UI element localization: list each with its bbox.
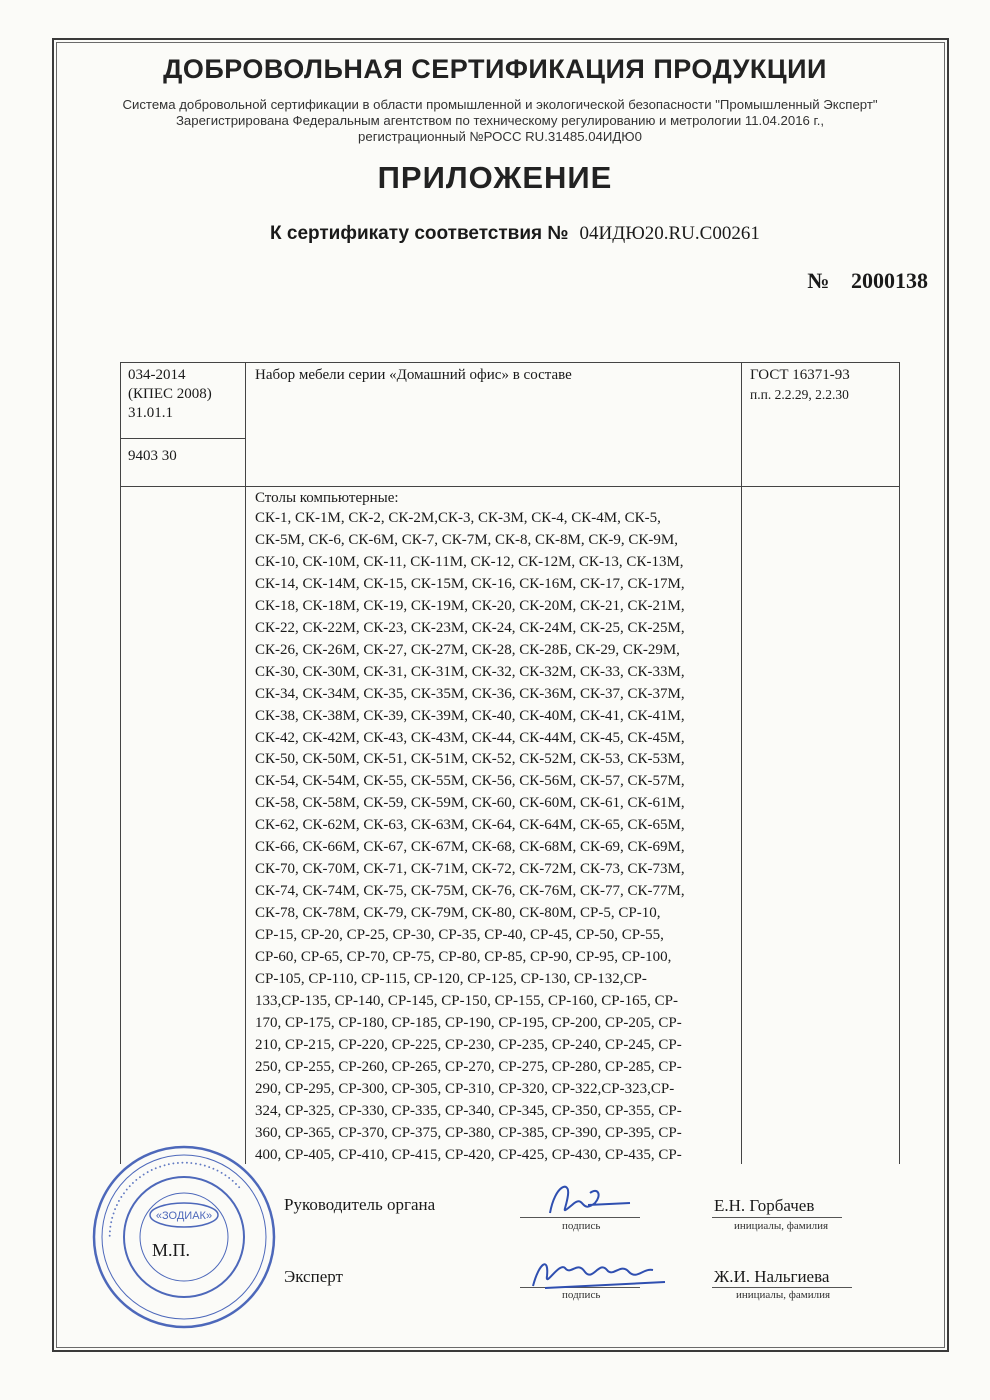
list-line: 210, СР-215, СР-220, СР-225, СР-230, СР-235, СР-240, СР-245, СР- — [255, 1036, 682, 1053]
list-line: 400, СР-405, СР-410, СР-415, СР-420, СР-425, СР-430, СР-435, СР- — [255, 1146, 682, 1163]
list-line: СР-105, СР-110, СР-115, СР-120, СР-125, СР-130, СР-132,СР- — [255, 971, 647, 988]
code-line: 034-2014 — [128, 367, 186, 383]
code-cell-divider — [120, 438, 245, 439]
list-title: Столы компьютерные: — [255, 490, 399, 506]
name-caption: инициалы, фамилия — [736, 1289, 831, 1301]
list-line: 324, СР-325, СР-330, СР-335, СР-340, СР-345, СР-350, СР-355, СР- — [255, 1102, 682, 1119]
list-line: 133,СР-135, СР-140, СР-145, СР-150, СР-155, СР-160, СР-165, СР- — [255, 992, 678, 1009]
seal-stamp — [87, 1145, 282, 1330]
certificate-reference — [270, 222, 760, 245]
system-description — [60, 97, 940, 145]
product-list — [255, 489, 739, 1167]
stamp-place: М.П. — [152, 1240, 191, 1260]
list-line: СК-5М, СК-6, СК-6М, СК-7, СК-7М, СК-8, СК-8М, СК-9, СК-9М, — [255, 531, 678, 548]
expert-label: Эксперт — [284, 1267, 343, 1286]
list-line: СК-42, СК-42М, СК-43, СК-43М, СК-44, СК-44М, СК-45, СК-45М, — [255, 729, 685, 746]
code-line: (КПЕС 2008) — [128, 386, 212, 402]
list-line: 170, СР-175, СР-180, СР-185, СР-190, СР-195, СР-200, СР-205, СР- — [255, 1014, 682, 1031]
head-label: Руководитель органа — [284, 1195, 436, 1214]
name-caption: инициалы, фамилия — [734, 1220, 829, 1232]
svg-text:• • • • • • • • • • • • • • •: • • • • • • • • • • • • • • • • • • • • • • • • • • • • • • • • • • • • • • • • — [106, 1159, 243, 1238]
list-line: СК-78, СК-78М, СК-79, СК-79М, СК-80, СК-80М, СР-5, СР-10, — [255, 905, 661, 922]
serial-value: 2000138 — [851, 268, 928, 293]
list-line: СК-50, СК-50М, СК-51, СК-51М, СК-52, СК-52М, СК-53, СК-53М, — [255, 751, 685, 768]
list-line: СК-74, СК-74М, СК-75, СК-75М, СК-76, СК-76М, СК-77, СК-77М, — [255, 883, 685, 900]
serial-sign: № — [807, 268, 830, 293]
table-border-top — [120, 362, 900, 363]
expert-signature — [525, 1248, 675, 1298]
certificate-label: К сертификату соответствия № — [270, 223, 569, 244]
okpd-codes — [128, 366, 212, 423]
serial-number — [807, 268, 928, 294]
product-table — [120, 362, 900, 1164]
table-column-divider — [741, 362, 742, 1164]
head-name: Е.Н. Горбачев — [714, 1196, 815, 1215]
list-line: СК-34, СК-34М, СК-35, СК-35М, СК-36, СК-36М, СК-37, СК-37М, — [255, 685, 685, 702]
product-name: Набор мебели серии «Домашний офис» в составе — [255, 367, 572, 383]
code-line: 31.01.1 — [128, 405, 173, 421]
expert-name-line — [712, 1287, 852, 1288]
standard-code: ГОСТ 16371-93 — [750, 367, 850, 383]
tnved-code: 9403 30 — [128, 448, 177, 464]
table-border-left — [120, 362, 121, 1164]
head-signature — [540, 1175, 640, 1225]
table-row-divider — [120, 486, 900, 487]
document-title: ДОБРОВОЛЬНАЯ СЕРТИФИКАЦИЯ ПРОДУКЦИИ — [163, 54, 827, 84]
signature-caption: подпись — [562, 1289, 601, 1301]
list-lines — [255, 508, 739, 1167]
list-line: СК-10, СК-10М, СК-11, СК-11М, СК-12, СК-12М, СК-13, СК-13М, — [255, 553, 684, 570]
list-line: СК-62, СК-62М, СК-63, СК-63М, СК-64, СК-64М, СК-65, СК-65М, — [255, 817, 685, 834]
list-line: СК-66, СК-66М, СК-67, СК-67М, СК-68, СК-68М, СК-69, СК-69М, — [255, 839, 685, 856]
list-line: СР-60, СР-65, СР-70, СР-75, СР-80, СР-85, СР-90, СР-95, СР-100, — [255, 949, 672, 966]
list-line: СК-30, СК-30М, СК-31, СК-31М, СК-32, СК-32М, СК-33, СК-33М, — [255, 663, 685, 680]
appendix-title: ПРИЛОЖЕНИЕ — [377, 160, 613, 195]
list-line: 250, СР-255, СР-260, СР-265, СР-270, СР-275, СР-280, СР-285, СР- — [255, 1058, 682, 1075]
stamp-center-text: «ЗОДИАК» — [155, 1210, 213, 1222]
list-line: СР-15, СР-20, СР-25, СР-30, СР-35, СР-40, СР-45, СР-50, СР-55, — [255, 927, 664, 944]
expert-name: Ж.И. Нальгиева — [714, 1267, 830, 1286]
list-line: СК-22, СК-22М, СК-23, СК-23М, СК-24, СК-24М, СК-25, СК-25М, — [255, 619, 685, 636]
list-line: СК-18, СК-18М, СК-19, СК-19М, СК-20, СК-20М, СК-21, СК-21М, — [255, 597, 685, 614]
list-line: СК-14, СК-14М, СК-15, СК-15М, СК-16, СК-16М, СК-17, СК-17М, — [255, 575, 685, 592]
list-line: 290, СР-295, СР-300, СР-305, СР-310, СР-320, СР-322,СР-323,СР- — [255, 1080, 675, 1097]
standard-reference — [750, 366, 850, 404]
list-line: 360, СР-365, СР-370, СР-375, СР-380, СР-385, СР-390, СР-395, СР- — [255, 1124, 682, 1141]
list-line: СК-58, СК-58М, СК-59, СК-59М, СК-60, СК-60М, СК-61, СК-61М, — [255, 795, 685, 812]
list-line: СК-38, СК-38М, СК-39, СК-39М, СК-40, СК-40М, СК-41, СК-41М, — [255, 707, 685, 724]
table-border-right — [899, 362, 900, 1164]
subtitle-line: регистрационный №РОСС RU.31485.04ИДЮ0 — [358, 129, 642, 144]
list-line: СК-54, СК-54М, СК-55, СК-55М, СК-56, СК-56М, СК-57, СК-57М, — [255, 773, 685, 790]
subtitle-line: Зарегистрирована Федеральным агентством по техническому регулированию и метрологии 11.04.2016 г., — [175, 113, 825, 128]
list-line: СК-26, СК-26М, СК-27, СК-27М, СК-28, СК-28Б, СК-29, СК-29М, — [255, 641, 680, 658]
standard-clauses: п.п. 2.2.29, 2.2.30 — [750, 387, 849, 402]
certificate-number: 04ИДЮ20.RU.C00261 — [579, 223, 760, 244]
list-line: СК-1, СК-1М, СК-2, СК-2М,СК-3, СК-3М, СК-4, СК-4М, СК-5, — [255, 510, 661, 526]
list-line: СК-70, СК-70М, СК-71, СК-71М, СК-72, СК-72М, СК-73, СК-73М, — [255, 861, 685, 878]
subtitle-line: Система добровольной сертификации в области промышленной и экологической безопасности "Промышленный Эксперт" — [122, 97, 878, 112]
head-name-line — [712, 1217, 842, 1218]
table-column-divider — [245, 362, 246, 1164]
signature-caption: подпись — [562, 1220, 601, 1232]
